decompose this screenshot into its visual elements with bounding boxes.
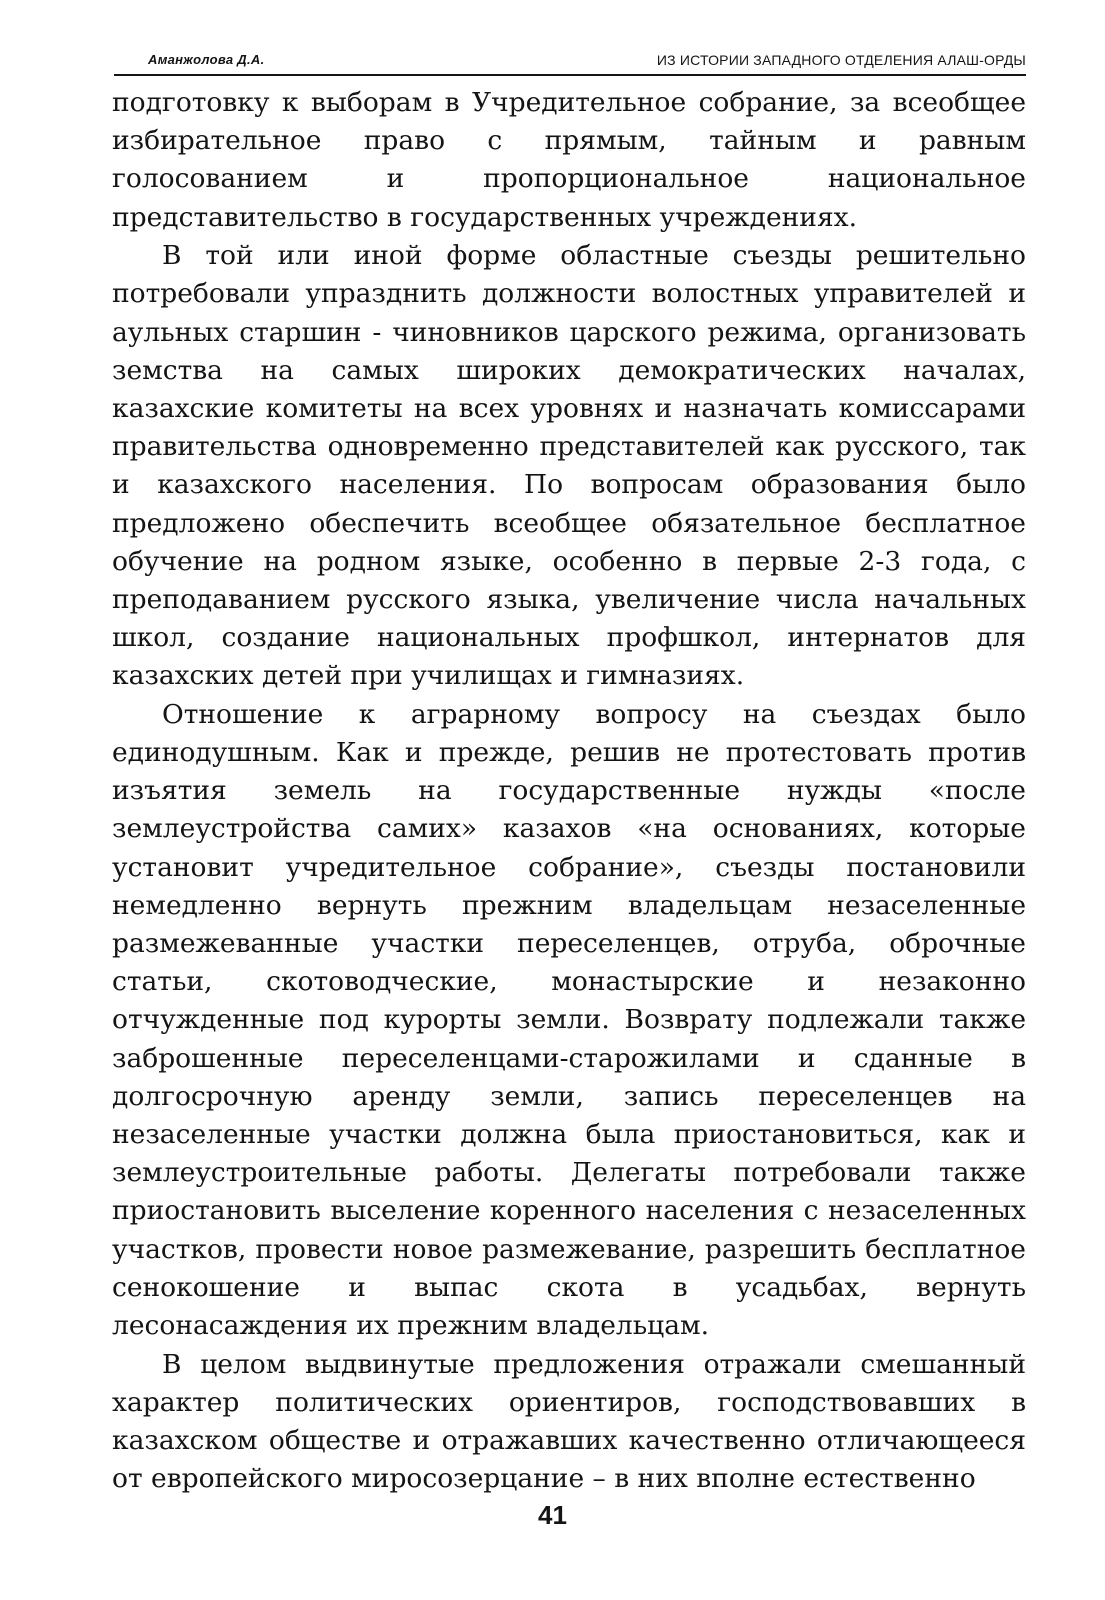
paragraph-4: В целом выдвинутые предложения отражали смешанный характер политических ориентиров, господствовавших в казахском обществе и отражавших качественно отличающееся от европейского миросозерцание – в них вполне естественно — [112, 1348, 1026, 1495]
header-title: ИЗ ИСТОРИИ ЗАПАДНОГО ОТДЕЛЕНИЯ АЛАШ-ОРДЫ — [656, 52, 1026, 68]
text-body — [112, 84, 1026, 1499]
page-number: 41 — [538, 1500, 567, 1530]
paragraph-3: Отношение к аграрному вопросу на съездах было единодушным. Как и прежде, решив не протестовать против изъятия земель на государственные нужды «после землеустройства самих» казахов «на основаниях, которые установит учредительное собрание», съезды постановили немедленно вернуть прежним владельцам незаселенные размежеванные участки переселенцев, отруба, оброчные статьи, скотоводческие, монастырские и незаконно отчужденные под курорты земли. Возврату подлежали также заброшенные переселенцами-старожилами и сданные в долгосрочную аренду земли, запись переселенцев на незаселенные участки должна была приостановиться, как и землеустроительные работы. Делегаты потребовали также приостановить выселение коренного населения с незаселенных участков, провести новое размежевание, разрешить бесплатное сенокошение и выпас скота в усадьбах, вернуть лесонасаждения их прежним владельцам. — [112, 698, 1026, 1342]
paragraph-2: В той или иной форме областные съезды решительно потребовали упразднить должности волостных управителей и аульных старшин - чиновников царского режима, организовать земства на самых широких демократических началах, казахские комитеты на всех уровнях и назначать комиссарами правительства одновременно представителей как русского, так и казахского населения. По вопросам образования было предложено обеспечить всеобщее обязательное бесплатное обучение на родном языке, особенно в первые 2-3 года, с преподаванием русского языка, увеличение числа начальных школ, создание национальных профшкол, интернатов для казахских детей при училищах и гимназиях. — [112, 240, 1026, 692]
running-header — [114, 52, 1026, 76]
header-author: Аманжолова Д.А. — [148, 52, 265, 67]
paragraph-1: подготовку к выборам в Учредительное собрание, за всеобщее избирательное право с прямым, тайным и равным голосованием и пропорциональное национальное представительство в государственных учреждениях. — [112, 87, 1026, 233]
